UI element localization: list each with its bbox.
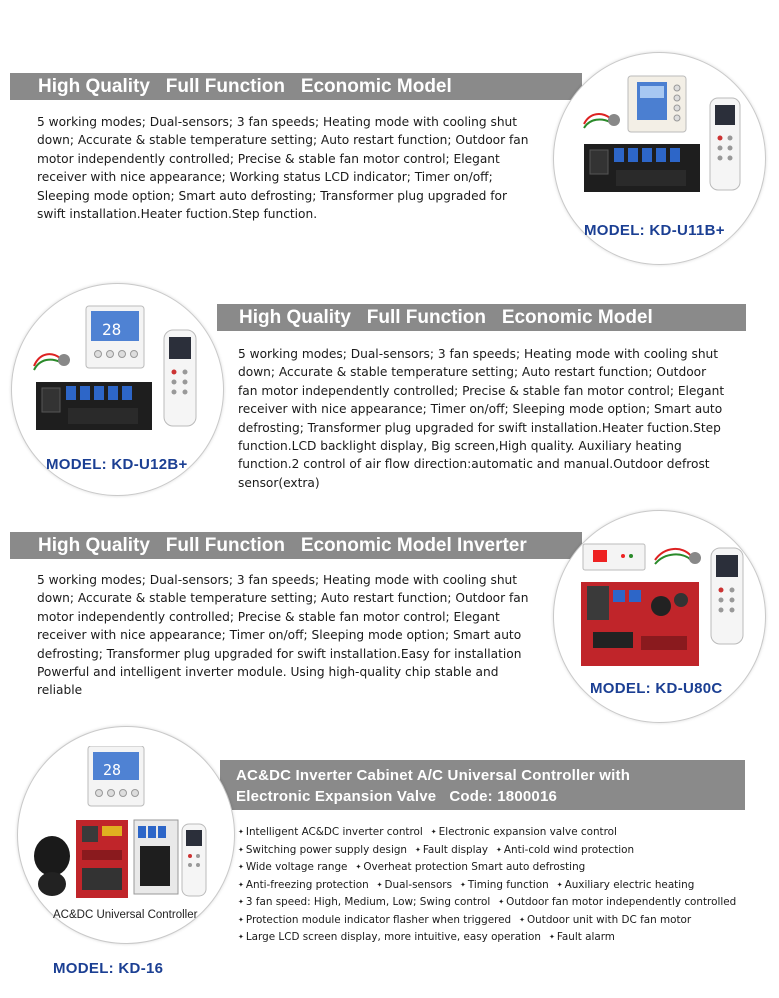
section-3-product-photo bbox=[575, 540, 750, 670]
feature-item: ✦ Fault display bbox=[415, 844, 488, 856]
section-2-description: 5 working modes; Dual-sensors; 3 fan speeds; Heating mode with cooling shut down; Accurate & stable temperature setting; Auto restart function; Outdoor fan motor independently controlled; Precise & stable fan motor control; Elegant receiver with nice appearance; Timer on/off; Sleeping mode option; Smart auto defrosting; Transformer plug upgraded for swift installation.Heater fuction.Step function.LCD backlight display, Big screen,High quality. Auxiliary heating function.2 control of air flow direction:automatic and manual.Outdoor defrost sensor(extra) bbox=[238, 347, 725, 490]
feature-item: ✦ Large LCD screen display, more intuitive, easy operation bbox=[238, 931, 541, 943]
feature-item: ✦ Auxiliary electric heating bbox=[557, 879, 695, 891]
feature-line bbox=[238, 842, 736, 860]
section-3-banner-text: High Quality Full Function Economic Model Inverter bbox=[38, 535, 527, 556]
section-3-model: MODEL: KD-U80C bbox=[590, 680, 723, 697]
section-4-feature-list bbox=[238, 824, 736, 947]
section-1-banner bbox=[10, 73, 582, 100]
feature-item: ✦ Anti-cold wind protection bbox=[496, 844, 634, 856]
section-4-banner-line1: AC&DC Inverter Cabinet A/C Universal Controller with bbox=[236, 767, 631, 784]
section-1-product-photo bbox=[576, 72, 746, 197]
section-2-lcd-reading: 28 bbox=[102, 320, 122, 339]
section-2-model: MODEL: KD-U12B+ bbox=[46, 456, 188, 473]
feature-item: ✦ Switching power supply design bbox=[238, 844, 407, 856]
section-4-caption: AC&DC Universal Controller bbox=[53, 909, 198, 921]
feature-item: ✦ Overheat protection Smart auto defrosting bbox=[355, 861, 585, 873]
feature-line bbox=[238, 877, 736, 895]
feature-item: ✦ Intelligent AC&DC inverter control bbox=[238, 826, 423, 838]
feature-item: ✦ Dual-sensors bbox=[377, 879, 452, 891]
feature-item: ✦ Wide voltage range bbox=[238, 861, 347, 873]
feature-line bbox=[238, 859, 736, 877]
feature-item: ✦ Electronic expansion valve control bbox=[431, 826, 617, 838]
feature-item: ✦ Outdoor unit with DC fan motor bbox=[519, 914, 691, 926]
feature-line bbox=[238, 824, 736, 842]
section-1-description: 5 working modes; Dual-sensors; 3 fan speeds; Heating mode with cooling shut down; Accurate & stable temperature setting; Auto restart function; Outdoor fan motor independently controlled; Precise & stable fan motor control; Elegant receiver with nice appearance; Working status LCD indicator; Timer on/off; Sleeping mode option; Smart auto defrosting; Transformer plug upgraded for swift installation.Heater fuction.Step function. bbox=[37, 115, 529, 222]
section-4-lcd-reading: 28 bbox=[103, 761, 122, 779]
section-1-banner-text: High Quality Full Function Economic Model bbox=[38, 76, 452, 97]
section-2-banner bbox=[217, 304, 746, 331]
feature-item: ✦ Anti-freezing protection bbox=[238, 879, 369, 891]
section-2-banner-text: High Quality Full Function Economic Model bbox=[239, 307, 653, 328]
feature-item: ✦ Protection module indicator flasher when triggered bbox=[238, 914, 511, 926]
feature-item: ✦ Outdoor fan motor independently controlled bbox=[498, 896, 736, 908]
section-1-model: MODEL: KD-U11B+ bbox=[584, 222, 725, 239]
section-3-description: 5 working modes; Dual-sensors; 3 fan speeds; Heating mode with cooling shut down; Accurate & stable temperature setting; Auto restart function; Outdoor fan motor independently controlled; Precise & stable fan motor control; Elegant receiver with nice appearance; Timer on/off; Sleeping mode option; Smart auto defrosting; Transformer plug upgraded for swift installation.Easy for installation Powerful and intelligent inverter module. Using high-quality chip stable and reliable bbox=[37, 573, 529, 698]
feature-item: ✦ Timing function bbox=[460, 879, 549, 891]
feature-line bbox=[238, 912, 736, 930]
section-2-product-photo bbox=[28, 302, 208, 432]
section-3-banner bbox=[10, 532, 582, 559]
feature-line bbox=[238, 929, 736, 947]
section-4-banner-line2: Electronic Expansion Valve Code: 1800016 bbox=[236, 788, 558, 805]
section-4-model: MODEL: KD-16 bbox=[53, 960, 164, 977]
section-4-banner bbox=[220, 760, 745, 810]
feature-item: ✦ Fault alarm bbox=[549, 931, 615, 943]
feature-item: ✦ 3 fan speed: High, Medium, Low; Swing control bbox=[238, 896, 490, 908]
section-4-product-photo bbox=[30, 746, 210, 906]
feature-line bbox=[238, 894, 736, 912]
